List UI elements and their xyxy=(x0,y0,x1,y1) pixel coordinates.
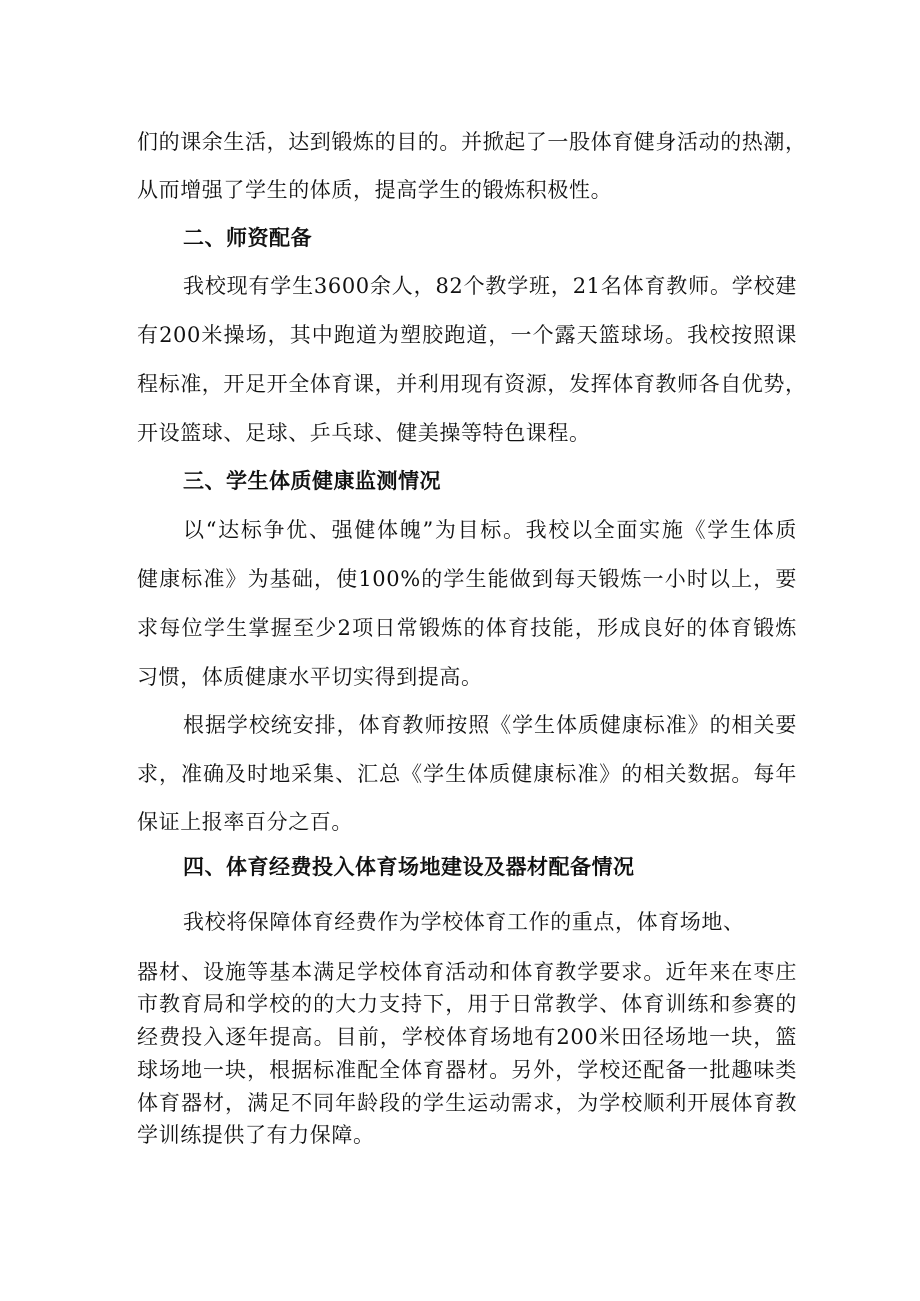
paragraph-line: 器材、设施等基本满足学校体育活动和体育教学要求。近年来在枣庄 xyxy=(137,960,797,984)
paragraph-line: 求，准确及时地采集、汇总《学生体质健康标准》的相关数据。每年 xyxy=(137,762,797,786)
paragraph-line: 开设篮球、足球、乒乓球、健美操等特色课程。 xyxy=(137,421,591,445)
paragraph-line: 市教育局和学校的的大力支持下，用于日常教学、体育训练和参赛的 xyxy=(137,992,797,1016)
section-heading-3: 三、学生体质健康监测情况 xyxy=(183,469,441,493)
paragraph-line: 体育器材，满足不同年龄段的学生运动需求，为学校顺利开展体育教 xyxy=(137,1091,797,1115)
paragraph-line: 根据学校统安排，体育教师按照《学生体质健康标准》的相关要 xyxy=(183,713,797,737)
paragraph-line: 们的课余生活，达到锻炼的目的。并掀起了一股体育健身活动的热潮， xyxy=(137,130,807,154)
paragraph-line: 经费投入逐年提高。目前，学校体育场地有200米田径场地一块，篮 xyxy=(137,1025,797,1049)
paragraph-line: 求每位学生掌握至少2项日常锻炼的体育技能，形成良好的体育锻炼 xyxy=(137,616,797,640)
paragraph-line: 我校现有学生3600余人，82个教学班，21名体育教师。学校建 xyxy=(183,274,797,298)
paragraph-line: 习惯，体质健康水平切实得到提高。 xyxy=(137,665,483,689)
paragraph-line: 以“达标争优、强健体魄”为目标。我校以全面实施《学生体质 xyxy=(183,518,797,542)
paragraph-line: 从而增强了学生的体质，提高学生的锻炼积极性。 xyxy=(137,178,613,202)
section-heading-2: 二、师资配备 xyxy=(183,226,312,250)
section-heading-4: 四、体育经费投入体育场地建设及器材配备情况 xyxy=(183,855,635,879)
paragraph-line: 程标准，开足开全体育课，并利用现有资源，发挥体育教师各自优势， xyxy=(137,372,807,396)
paragraph-line: 健康标准》为基础，使100%的学生能做到每天锻炼一小时以上，要 xyxy=(137,567,797,591)
paragraph-line: 学训练提供了有力保障。 xyxy=(137,1123,375,1147)
paragraph-line: 我校将保障体育经费作为学校体育工作的重点，体育场地、 xyxy=(183,910,745,934)
paragraph-line: 有200米操场，其中跑道为塑胶跑道，一个露天篮球场。我校按照课 xyxy=(137,323,797,347)
paragraph-line: 保证上报率百分之百。 xyxy=(137,810,353,834)
paragraph-line: 球场地一块，根据标准配全体育器材。另外，学校还配备一批趣味类 xyxy=(137,1058,797,1082)
